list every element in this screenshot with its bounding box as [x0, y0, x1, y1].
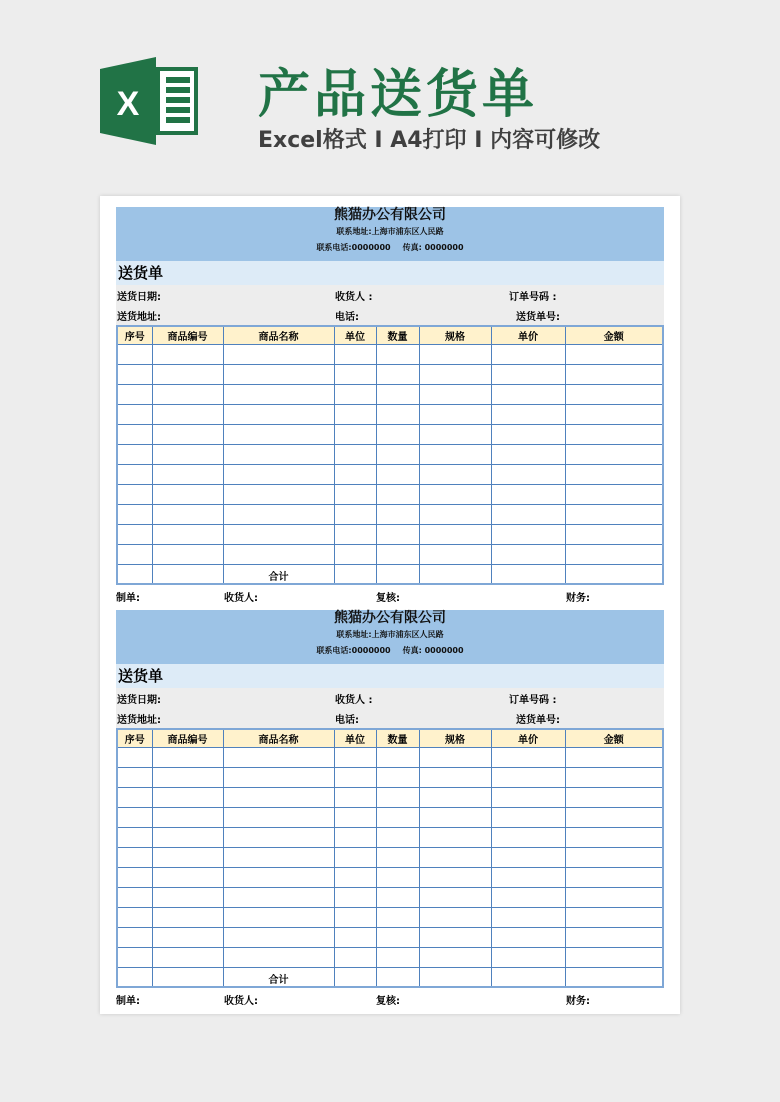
table-cell[interactable] — [376, 767, 419, 787]
table-cell[interactable] — [223, 867, 334, 887]
label-delivery-no: 送货单号: — [516, 715, 560, 726]
label-footer-receiver: 收货人: — [224, 593, 258, 604]
label-phone: 电话: — [335, 715, 359, 726]
table-cell[interactable] — [491, 907, 565, 927]
table-row — [117, 424, 663, 444]
table-cell[interactable] — [223, 767, 334, 787]
label-reviewer: 复核: — [376, 593, 400, 604]
table-cell[interactable] — [491, 404, 565, 424]
table-row — [117, 887, 663, 907]
table-cell[interactable] — [223, 444, 334, 464]
table-row — [117, 747, 663, 767]
table-cell[interactable] — [152, 444, 223, 464]
table-cell[interactable] — [117, 464, 152, 484]
table-cell[interactable] — [223, 404, 334, 424]
table-cell[interactable] — [117, 444, 152, 464]
column-header: 商品编号 — [152, 729, 223, 747]
table-cell[interactable] — [376, 404, 419, 424]
column-header: 单位 — [334, 326, 376, 344]
info-section — [116, 688, 664, 728]
table-cell[interactable] — [419, 927, 491, 947]
table-cell[interactable] — [223, 484, 334, 504]
table-cell[interactable] — [376, 504, 419, 524]
table-cell[interactable] — [565, 564, 663, 584]
table-cell[interactable] — [152, 464, 223, 484]
column-header: 单价 — [491, 729, 565, 747]
table-cell[interactable] — [117, 564, 152, 584]
table-cell[interactable] — [491, 887, 565, 907]
table-cell[interactable] — [565, 847, 663, 867]
table-cell[interactable] — [491, 827, 565, 847]
table-header-row — [117, 729, 663, 747]
table-row — [117, 847, 663, 867]
table-cell[interactable] — [223, 947, 334, 967]
table-cell[interactable] — [419, 544, 491, 564]
table-cell[interactable] — [334, 344, 376, 364]
table-cell[interactable] — [491, 344, 565, 364]
label-order-no: 订单号码 : — [509, 292, 557, 303]
label-finance: 财务: — [566, 593, 590, 604]
table-cell[interactable] — [491, 364, 565, 384]
table-row — [117, 947, 663, 967]
column-header: 数量 — [376, 729, 419, 747]
company-banner — [116, 207, 664, 261]
table-cell[interactable] — [419, 947, 491, 967]
table-cell[interactable] — [565, 364, 663, 384]
table-cell[interactable] — [491, 807, 565, 827]
label-phone: 电话: — [335, 312, 359, 323]
table-cell[interactable] — [334, 847, 376, 867]
table-cell[interactable] — [419, 767, 491, 787]
table-cell[interactable] — [334, 807, 376, 827]
table-cell[interactable] — [491, 424, 565, 444]
label-receiver: 收货人 : — [335, 695, 373, 706]
delivery-form-1 — [116, 207, 664, 605]
table-cell[interactable] — [491, 564, 565, 584]
column-header: 金额 — [565, 326, 663, 344]
table-cell[interactable] — [152, 404, 223, 424]
table-cell[interactable] — [565, 384, 663, 404]
table-cell[interactable] — [419, 564, 491, 584]
table-cell[interactable] — [491, 544, 565, 564]
column-header: 规格 — [419, 729, 491, 747]
table-cell[interactable] — [152, 384, 223, 404]
table-row — [117, 827, 663, 847]
table-cell[interactable] — [419, 867, 491, 887]
label-maker: 制单: — [116, 996, 140, 1007]
table-cell[interactable] — [565, 504, 663, 524]
table-row — [117, 404, 663, 424]
table-cell[interactable] — [376, 564, 419, 584]
table-cell[interactable] — [491, 384, 565, 404]
label-delivery-date: 送货日期: — [117, 695, 161, 706]
table-cell[interactable] — [334, 524, 376, 544]
table-cell[interactable] — [223, 464, 334, 484]
table-cell[interactable] — [334, 767, 376, 787]
table-cell[interactable] — [152, 947, 223, 967]
column-header: 数量 — [376, 326, 419, 344]
table-cell[interactable] — [117, 364, 152, 384]
table-row — [117, 524, 663, 544]
table-cell[interactable] — [565, 767, 663, 787]
table-cell[interactable] — [223, 907, 334, 927]
table-cell[interactable] — [565, 524, 663, 544]
company-address: 联系地址:上海市浦东区人民路 — [336, 630, 444, 639]
column-header: 金额 — [565, 729, 663, 747]
table-cell[interactable] — [117, 384, 152, 404]
table-row — [117, 384, 663, 404]
table-cell[interactable] — [376, 927, 419, 947]
table-cell[interactable] — [117, 747, 152, 767]
table-cell[interactable] — [334, 747, 376, 767]
table-cell[interactable] — [491, 747, 565, 767]
table-cell[interactable] — [334, 444, 376, 464]
table-cell[interactable] — [152, 907, 223, 927]
table-cell[interactable] — [419, 424, 491, 444]
table-cell[interactable] — [334, 887, 376, 907]
table-cell[interactable] — [419, 344, 491, 364]
table-row — [117, 767, 663, 787]
table-cell[interactable] — [376, 787, 419, 807]
table-cell[interactable] — [223, 424, 334, 444]
label-delivery-address: 送货地址: — [117, 312, 161, 323]
table-cell[interactable] — [491, 524, 565, 544]
table-cell[interactable] — [419, 967, 491, 987]
table-cell[interactable] — [376, 444, 419, 464]
table-cell[interactable] — [334, 967, 376, 987]
table-cell[interactable] — [223, 787, 334, 807]
table-cell[interactable] — [152, 504, 223, 524]
table-row — [117, 344, 663, 364]
table-cell[interactable] — [565, 444, 663, 464]
label-footer-receiver: 收货人: — [224, 996, 258, 1007]
table-cell[interactable] — [376, 807, 419, 827]
table-cell[interactable] — [491, 947, 565, 967]
table-cell[interactable] — [565, 947, 663, 967]
table-cell[interactable] — [152, 967, 223, 987]
table-cell[interactable] — [117, 907, 152, 927]
table-cell[interactable] — [491, 967, 565, 987]
table-cell[interactable] — [152, 887, 223, 907]
table-cell[interactable] — [334, 424, 376, 444]
table-row — [117, 504, 663, 524]
table-cell[interactable] — [223, 384, 334, 404]
company-fax: 传真: 0000000 — [402, 646, 464, 655]
table-cell[interactable] — [334, 927, 376, 947]
table-row — [117, 544, 663, 564]
table-cell[interactable] — [419, 524, 491, 544]
label-delivery-address: 送货地址: — [117, 715, 161, 726]
table-cell[interactable] — [565, 344, 663, 364]
column-header: 商品名称 — [223, 326, 334, 344]
column-header: 序号 — [117, 326, 152, 344]
table-cell[interactable] — [419, 404, 491, 424]
label-reviewer: 复核: — [376, 996, 400, 1007]
table-cell[interactable] — [565, 907, 663, 927]
table-cell[interactable] — [117, 887, 152, 907]
table-cell[interactable] — [152, 747, 223, 767]
table-cell[interactable] — [376, 524, 419, 544]
signature-footer — [116, 589, 664, 605]
table-cell[interactable] — [334, 464, 376, 484]
table-cell[interactable] — [565, 424, 663, 444]
label-finance: 财务: — [566, 996, 590, 1007]
table-cell[interactable] — [565, 827, 663, 847]
table-cell[interactable] — [117, 767, 152, 787]
table-cell[interactable] — [491, 767, 565, 787]
table-cell[interactable] — [117, 827, 152, 847]
table-cell[interactable] — [491, 504, 565, 524]
label-delivery-date: 送货日期: — [117, 292, 161, 303]
table-cell[interactable] — [565, 927, 663, 947]
table-cell[interactable] — [334, 484, 376, 504]
table-cell[interactable] — [419, 484, 491, 504]
document-sheet — [100, 196, 680, 1014]
table-cell[interactable] — [117, 424, 152, 444]
table-cell[interactable] — [376, 827, 419, 847]
table-cell[interactable] — [376, 544, 419, 564]
table-row — [117, 867, 663, 887]
table-cell[interactable] — [334, 564, 376, 584]
table-cell[interactable] — [152, 927, 223, 947]
table-cell[interactable] — [376, 947, 419, 967]
table-row — [117, 907, 663, 927]
total-label[interactable]: 合计 — [223, 967, 334, 987]
table-cell[interactable] — [419, 504, 491, 524]
table-cell[interactable] — [565, 747, 663, 767]
table-cell[interactable] — [152, 867, 223, 887]
table-cell[interactable] — [152, 424, 223, 444]
table-cell[interactable] — [223, 807, 334, 827]
column-header: 序号 — [117, 729, 152, 747]
label-maker: 制单: — [116, 593, 140, 604]
table-cell[interactable] — [223, 524, 334, 544]
info-section — [116, 285, 664, 325]
table-cell[interactable] — [152, 364, 223, 384]
table-cell[interactable] — [117, 787, 152, 807]
table-cell[interactable] — [117, 404, 152, 424]
doc-title: 送货单 — [116, 664, 664, 688]
table-cell[interactable] — [117, 484, 152, 504]
company-name: 熊猫办公有限公司 — [334, 610, 446, 626]
table-cell[interactable] — [152, 564, 223, 584]
table-cell[interactable] — [152, 344, 223, 364]
table-cell[interactable] — [419, 787, 491, 807]
table-cell[interactable] — [376, 364, 419, 384]
table-cell[interactable] — [223, 827, 334, 847]
delivery-form-2 — [116, 610, 664, 1008]
table-cell[interactable] — [334, 504, 376, 524]
table-cell[interactable] — [419, 464, 491, 484]
company-contact — [116, 644, 664, 658]
page-subtitle: Excel格式 I A4打印 I 内容可修改 — [258, 128, 601, 153]
table-cell[interactable] — [419, 364, 491, 384]
label-receiver: 收货人 : — [335, 292, 373, 303]
total-label[interactable]: 合计 — [223, 564, 334, 584]
table-cell[interactable] — [376, 907, 419, 927]
table-cell[interactable] — [419, 384, 491, 404]
table-cell[interactable] — [491, 847, 565, 867]
table-cell[interactable] — [334, 907, 376, 927]
column-header: 单价 — [491, 326, 565, 344]
table-cell[interactable] — [565, 967, 663, 987]
table-cell[interactable] — [117, 344, 152, 364]
table-cell[interactable] — [565, 807, 663, 827]
table-cell[interactable] — [419, 807, 491, 827]
table-cell[interactable] — [376, 967, 419, 987]
table-cell[interactable] — [491, 484, 565, 504]
table-cell[interactable] — [223, 344, 334, 364]
table-header-row — [117, 326, 663, 344]
table-cell[interactable] — [376, 887, 419, 907]
table-cell[interactable] — [334, 787, 376, 807]
table-row — [117, 484, 663, 504]
table-cell[interactable] — [334, 827, 376, 847]
table-cell[interactable] — [334, 544, 376, 564]
label-delivery-no: 送货单号: — [516, 312, 560, 323]
table-cell[interactable] — [152, 847, 223, 867]
table-cell[interactable] — [565, 464, 663, 484]
table-cell[interactable] — [223, 927, 334, 947]
table-cell[interactable] — [419, 747, 491, 767]
items-table — [116, 325, 664, 585]
table-cell[interactable] — [334, 364, 376, 384]
company-phone: 联系电话:0000000 — [316, 646, 391, 655]
table-cell[interactable] — [117, 947, 152, 967]
company-banner — [116, 610, 664, 664]
table-cell[interactable] — [491, 444, 565, 464]
column-header: 商品名称 — [223, 729, 334, 747]
table-cell[interactable] — [334, 867, 376, 887]
table-cell[interactable] — [491, 787, 565, 807]
excel-logo-icon — [100, 57, 200, 145]
table-cell[interactable] — [223, 887, 334, 907]
table-cell[interactable] — [223, 747, 334, 767]
table-cell[interactable] — [334, 384, 376, 404]
table-cell[interactable] — [491, 927, 565, 947]
company-fax: 传真: 0000000 — [402, 243, 464, 252]
table-cell[interactable] — [376, 867, 419, 887]
table-row — [117, 927, 663, 947]
doc-title: 送货单 — [116, 261, 664, 285]
table-cell[interactable] — [117, 967, 152, 987]
total-row — [117, 564, 663, 584]
items-table — [116, 728, 664, 988]
table-cell[interactable] — [117, 867, 152, 887]
table-cell[interactable] — [376, 464, 419, 484]
table-cell[interactable] — [117, 544, 152, 564]
table-cell[interactable] — [152, 827, 223, 847]
table-cell[interactable] — [117, 807, 152, 827]
table-cell[interactable] — [117, 524, 152, 544]
column-header: 商品编号 — [152, 326, 223, 344]
table-cell[interactable] — [334, 404, 376, 424]
table-cell[interactable] — [419, 827, 491, 847]
table-cell[interactable] — [419, 847, 491, 867]
table-row — [117, 444, 663, 464]
table-cell[interactable] — [376, 484, 419, 504]
table-cell[interactable] — [334, 947, 376, 967]
table-cell[interactable] — [565, 787, 663, 807]
table-cell[interactable] — [491, 867, 565, 887]
table-cell[interactable] — [223, 847, 334, 867]
table-cell[interactable] — [565, 544, 663, 564]
signature-footer — [116, 992, 664, 1008]
table-cell[interactable] — [117, 504, 152, 524]
company-address: 联系地址:上海市浦东区人民路 — [336, 227, 444, 236]
table-cell[interactable] — [152, 524, 223, 544]
table-cell[interactable] — [376, 344, 419, 364]
table-cell[interactable] — [491, 464, 565, 484]
company-name: 熊猫办公有限公司 — [334, 207, 446, 223]
table-cell[interactable] — [565, 404, 663, 424]
company-phone: 联系电话:0000000 — [316, 243, 391, 252]
table-cell[interactable] — [565, 484, 663, 504]
table-cell[interactable] — [152, 544, 223, 564]
table-cell[interactable] — [223, 504, 334, 524]
table-cell[interactable] — [376, 424, 419, 444]
table-cell[interactable] — [565, 867, 663, 887]
page-title: 产品送货单 — [258, 65, 539, 125]
table-cell[interactable] — [223, 364, 334, 384]
table-cell[interactable] — [419, 907, 491, 927]
table-cell[interactable] — [376, 847, 419, 867]
table-row — [117, 364, 663, 384]
table-cell[interactable] — [419, 444, 491, 464]
column-header: 规格 — [419, 326, 491, 344]
table-cell[interactable] — [152, 807, 223, 827]
table-row — [117, 464, 663, 484]
table-cell[interactable] — [376, 747, 419, 767]
table-row — [117, 807, 663, 827]
table-cell[interactable] — [117, 927, 152, 947]
table-cell[interactable] — [565, 887, 663, 907]
table-cell[interactable] — [152, 767, 223, 787]
table-cell[interactable] — [223, 544, 334, 564]
table-cell[interactable] — [117, 847, 152, 867]
table-row — [117, 787, 663, 807]
total-row — [117, 967, 663, 987]
logo-letter: X — [116, 85, 140, 123]
table-cell[interactable] — [152, 484, 223, 504]
company-contact — [116, 241, 664, 255]
table-cell[interactable] — [419, 887, 491, 907]
label-order-no: 订单号码 : — [509, 695, 557, 706]
column-header: 单位 — [334, 729, 376, 747]
table-cell[interactable] — [152, 787, 223, 807]
table-cell[interactable] — [376, 384, 419, 404]
